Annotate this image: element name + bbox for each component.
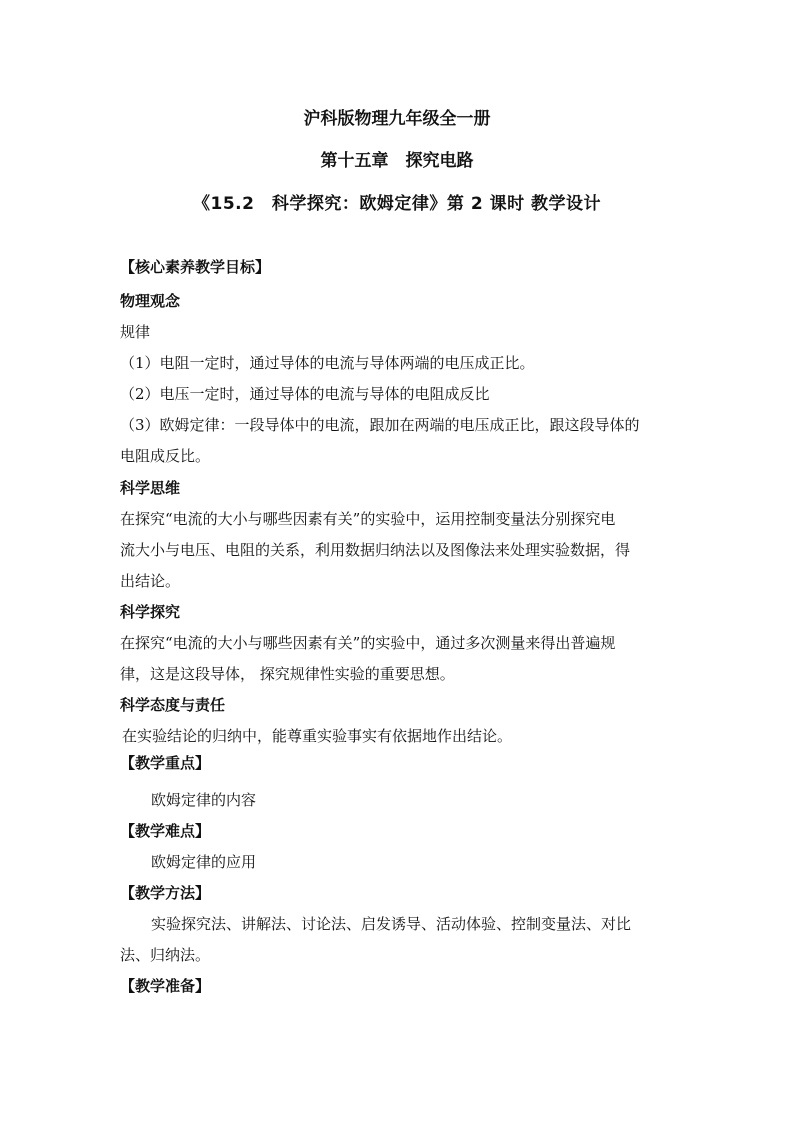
scientific-thinking-heading: 科学思维 <box>120 479 181 497</box>
chapter-title: 第十五章 探究电路 <box>320 151 474 171</box>
physics-concept-heading: 物理观念 <box>120 292 181 310</box>
difficulties-content: 欧姆定律的应用 <box>151 853 257 871</box>
thinking-line-3: 出结论。 <box>120 572 181 590</box>
methods-line-2: 法、归纳法。 <box>120 946 211 964</box>
concept-item-3-cont: 电阻成反比。 <box>120 447 211 465</box>
core-goals-heading: 【核心素养教学目标】 <box>120 258 271 276</box>
methods-line-1: 实验探究法、讲解法、讨论法、启发诱导、活动体验、控制变量法、对比 <box>151 915 632 933</box>
inquiry-line-1: 在探究“电流的大小与哪些因素有关”的实验中，通过多次测量来得出普遍规 <box>120 634 616 652</box>
inquiry-line-2: 律，这是这段导体， 探究规律性实验的重要思想。 <box>120 665 455 683</box>
difficulties-heading: 【教学难点】 <box>120 822 211 840</box>
attitude-line-1: 在实验结论的归纳中，能尊重实验事实有依据地作出结论。 <box>122 727 513 745</box>
scientific-inquiry-heading: 科学探究 <box>120 603 181 621</box>
methods-heading: 【教学方法】 <box>120 884 211 902</box>
key-points-content: 欧姆定律的内容 <box>151 791 257 809</box>
key-points-heading: 【教学重点】 <box>120 754 211 772</box>
concept-item-1: （1）电阻一定时，通过导体的电流与导体两端的电压成正比。 <box>120 354 535 372</box>
preparation-heading: 【教学准备】 <box>120 977 211 995</box>
book-title: 沪科版物理九年级全一册 <box>303 109 491 129</box>
laws-subheading: 规律 <box>120 323 151 341</box>
attitude-heading: 科学态度与责任 <box>120 696 226 714</box>
concept-item-2: （2）电压一定时，通过导体的电流与导体的电阻成反比 <box>120 385 490 403</box>
concept-item-3: （3）欧姆定律：一段导体中的电流，跟加在两端的电压成正比，跟这段导体的 <box>120 416 640 434</box>
thinking-line-2: 流大小与电压、电阻的关系，利用数据归纳法以及图像法来处理实验数据，得 <box>120 541 631 559</box>
lesson-title: 《15.2 科学探究：欧姆定律》第 2 课时 教学设计 <box>192 194 602 214</box>
thinking-line-1: 在探究“电流的大小与哪些因素有关”的实验中，运用控制变量法分别探究电 <box>120 510 616 528</box>
